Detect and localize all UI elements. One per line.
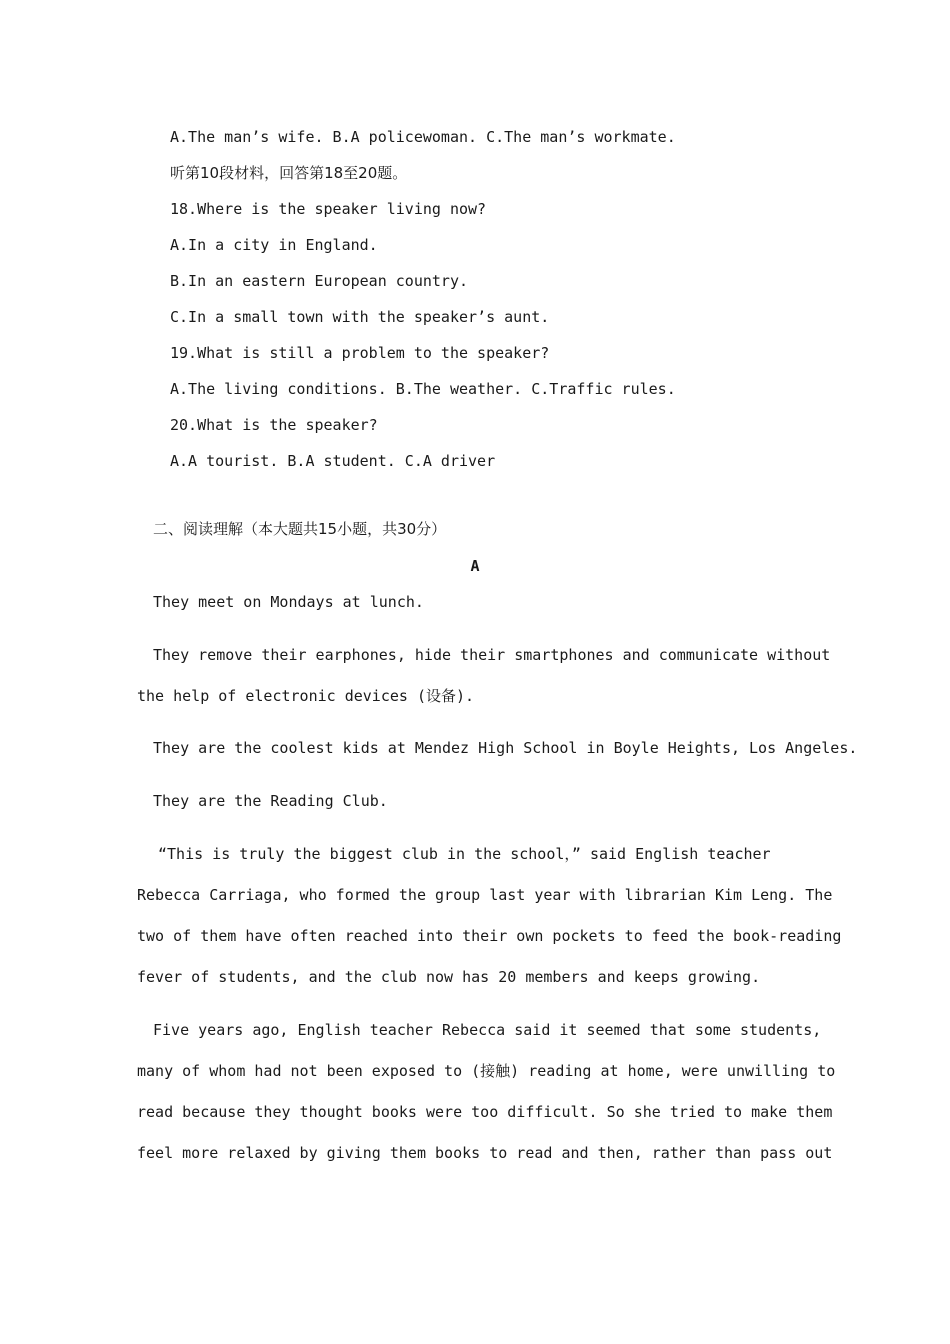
reading-section-heading: 二、阅读理解（本大题共15小题，共30分） <box>153 520 447 538</box>
section10-instruction: 听第10段材料，回答第18至20题。 <box>170 164 408 182</box>
q19-options: A.The living conditions. B.The weather. C.Traffic rules. <box>170 380 676 398</box>
paragraph-4: They are the Reading Club. <box>153 792 388 810</box>
q19-question: 19.What is still a problem to the speaker? <box>170 344 550 362</box>
q18-question: 18.Where is the speaker living now? <box>170 200 487 218</box>
paragraph-3: They are the coolest kids at Mendez High School in Boyle Heights, Los Angeles. <box>153 739 858 757</box>
q20-question: 20.What is the speaker? <box>170 416 378 434</box>
q17-options: A.The man’s wife. B.A policewoman. C.The man’s workmate. <box>170 128 676 146</box>
paragraph-6-line-4: feel more relaxed by giving them books to read and then, rather than pass out <box>137 1144 833 1162</box>
paragraph-5-line-3: two of them have often reached into their own pockets to feed the book-reading <box>137 927 842 945</box>
paragraph-5-line-1: “This is truly the biggest club in the school，” said English teacher <box>158 845 771 863</box>
q18-option-c: C.In a small town with the speaker’s aunt. <box>170 308 550 326</box>
paragraph-2-line-1: They remove their earphones, hide their smartphones and communicate without <box>153 646 831 664</box>
paragraph-5-line-2: Rebecca Carriaga, who formed the group last year with librarian Kim Leng. The <box>137 886 833 904</box>
paragraph-5-line-4: fever of students, and the club now has 20 members and keeps growing. <box>137 968 761 986</box>
passage-label: A <box>470 557 480 575</box>
paragraph-6-line-1: Five years ago, English teacher Rebecca said it seemed that some students, <box>153 1021 822 1039</box>
q18-option-b: B.In an eastern European country. <box>170 272 469 290</box>
paragraph-1: They meet on Mondays at lunch. <box>153 593 424 611</box>
paragraph-2-line-2: the help of electronic devices (设备). <box>137 687 475 705</box>
q18-option-a: A.In a city in England. <box>170 236 378 254</box>
paragraph-6-line-2: many of whom had not been exposed to (接触) reading at home, were unwilling to <box>137 1062 836 1080</box>
q20-options: A.A tourist. B.A student. C.A driver <box>170 452 496 470</box>
paragraph-6-line-3: read because they thought books were too difficult. So she tried to make them <box>137 1103 833 1121</box>
